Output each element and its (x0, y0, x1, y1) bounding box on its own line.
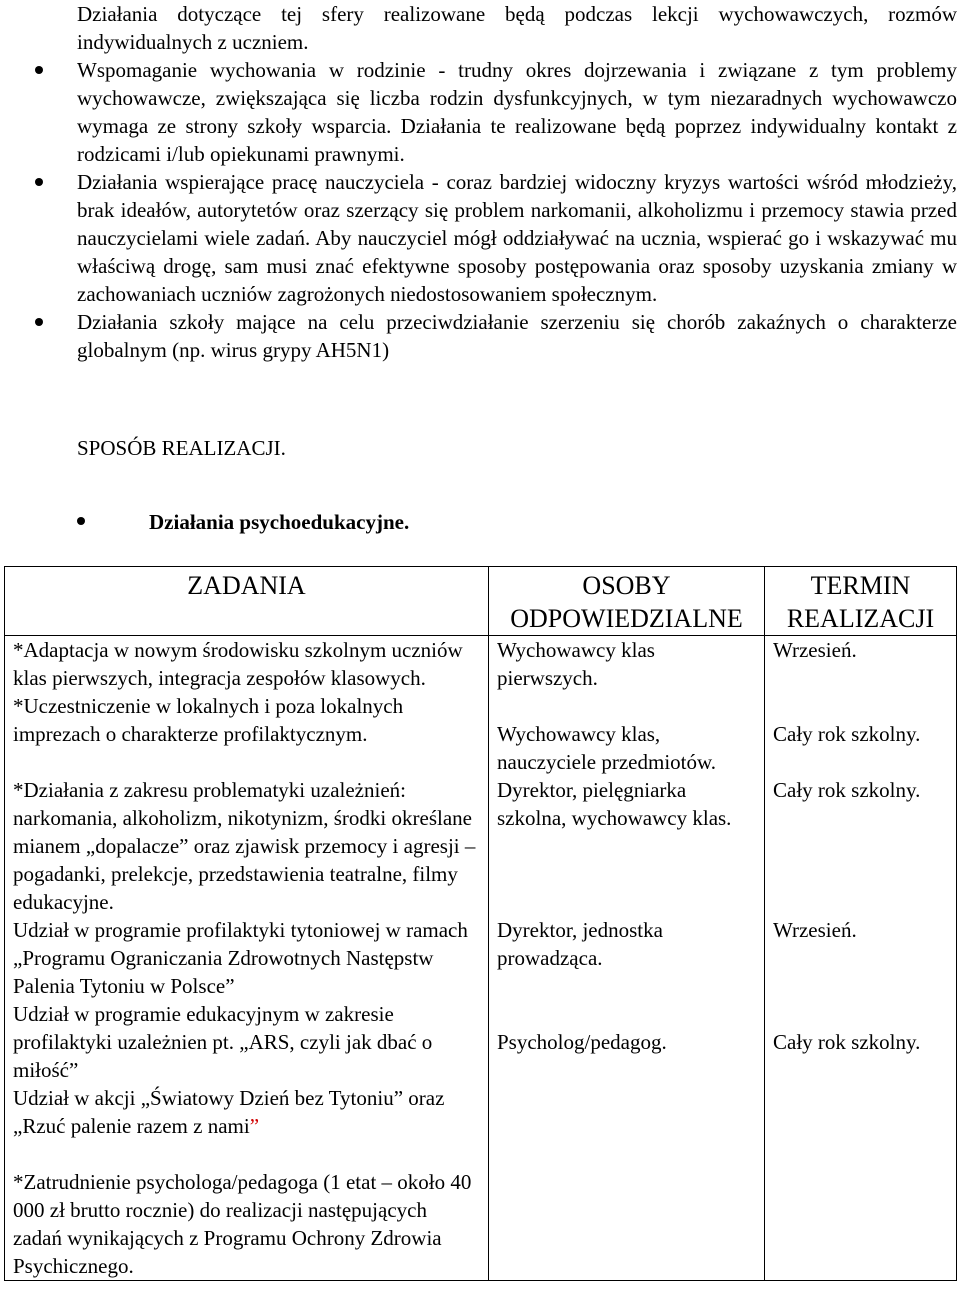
task-zatrudnienie: *Zatrudnienie psychologa/pedagoga (1 etat – około 40 000 zł brutto rocznie) do realizacji następujących zadań wynikających z Programu Ochrony Zdrowia Psychicznego. (13, 1170, 472, 1278)
header-termin: TERMIN REALIZACJI (765, 567, 957, 636)
red-quote-mark: ” (249, 1114, 260, 1138)
bullet-dot-icon (35, 178, 43, 186)
bullet-text: Wspomaganie wychowania w rodzinie - trudny okres dojrzewania i związane z tym problemy wychowawcze, zwiększająca się liczba rodzin dysfunkcyjnych, w tym niezaradnych wychowawczo wymaga ze strony szkoły wsparcia. Działania te realizowane będą poprzez indywidualny kontakt z rodzicami i/lub opiekunami prawnymi. (77, 58, 957, 166)
task-tytoniowy: Udział w programie profilaktyki tytoniowej w ramach „Programu Ograniczania Zdrowotnych Następstw Palenia Tytoniu w Polsce” (13, 918, 468, 998)
terms-cell (765, 636, 957, 1281)
task-ars: Udział w programie edukacyjnym w zakresie profilaktyki uzależnien pt. „ARS, czyli jak dbać o miłość” (13, 1002, 433, 1082)
bullet-item (0, 308, 957, 364)
header-osoby: OSOBY ODPOWIEDZIALNE (489, 567, 765, 636)
person-2: Wychowawcy klas, nauczyciele przedmiotów. (497, 722, 717, 774)
header-zadania: ZADANIA (5, 567, 489, 636)
table-row (5, 636, 957, 1281)
bullet-list (0, 56, 960, 364)
term-2: Cały rok szkolny. (773, 722, 921, 746)
bullet-text: Działania wspierające pracę nauczyciela - coraz bardziej widoczny kryzys wartości wśród młodzieży, brak ideałów, autorytetów oraz szerzący się problem narkomanii, alkoholizmu i przemocy stawia przed nauczycielami wiele zadań. Aby nauczyciel mógł oddziaływać na ucznia, wspierać go i wskazywać mu właściwą drogę, sam musi znać efektywne sposoby postępowania oraz sposoby uzyskania zmiany w zachowaniach uczniów zagrożonych niedostosowaniem społecznym. (77, 170, 957, 306)
persons-cell (489, 636, 765, 1281)
task-imprezy: *Uczestniczenie w lokalnych i poza lokalnych imprezach o charakterze profilaktycznym. (13, 694, 404, 746)
task-swiatowy-dzien: Udział w akcji „Światowy Dzień bez Tytoniu” oraz „Rzuć palenie razem z nami” (13, 1086, 445, 1138)
term-4: Wrzesień. (773, 918, 857, 942)
person-3: Dyrektor, pielęgniarka szkolna, wychowawcy klas. (497, 778, 732, 830)
section-heading: SPOSÓB REALIZACJI. (77, 436, 286, 460)
bullet-dot-icon (77, 517, 85, 525)
bullet-dot-icon (35, 318, 43, 326)
term-1: Wrzesień. (773, 638, 857, 662)
tasks-cell (5, 636, 489, 1281)
task-adaptacja: *Adaptacja w nowym środowisku szkolnym uczniów klas pierwszych, integracja zespołów klasowych. (13, 638, 463, 690)
subsection-title: Działania psychoedukacyjne. (149, 510, 410, 534)
term-3: Cały rok szkolny. (773, 778, 921, 802)
tasks-table (4, 566, 957, 1281)
person-5: Psycholog/pedagog. (497, 1030, 667, 1054)
bullet-text: Działania szkoły mające na celu przeciwdziałanie szerzeniu się chorób zakaźnych o charakterze globalnym (np. wirus grypy AH5N1) (77, 310, 957, 362)
intro-paragraph: Działania dotyczące tej sfery realizowane będą podczas lekcji wychowawczych, rozmów indywidualnych z uczniem. (77, 2, 957, 54)
term-5: Cały rok szkolny. (773, 1030, 921, 1054)
person-1: Wychowawcy klas pierwszych. (497, 638, 655, 690)
table-header-row (5, 567, 957, 636)
task-uzaleznienia: *Działania z zakresu problematyki uzależnień: narkomania, alkoholizm, nikotynizm, środki określane mianem „dopalacze” oraz zjawisk przemocy i agresji – pogadanki, prelekcje, przedstawienia teatralne, filmy edukacyjne. (13, 778, 476, 914)
bullet-item (0, 56, 957, 168)
bullet-dot-icon (35, 66, 43, 74)
person-4: Dyrektor, jednostka prowadząca. (497, 918, 663, 970)
bullet-item (0, 168, 957, 308)
